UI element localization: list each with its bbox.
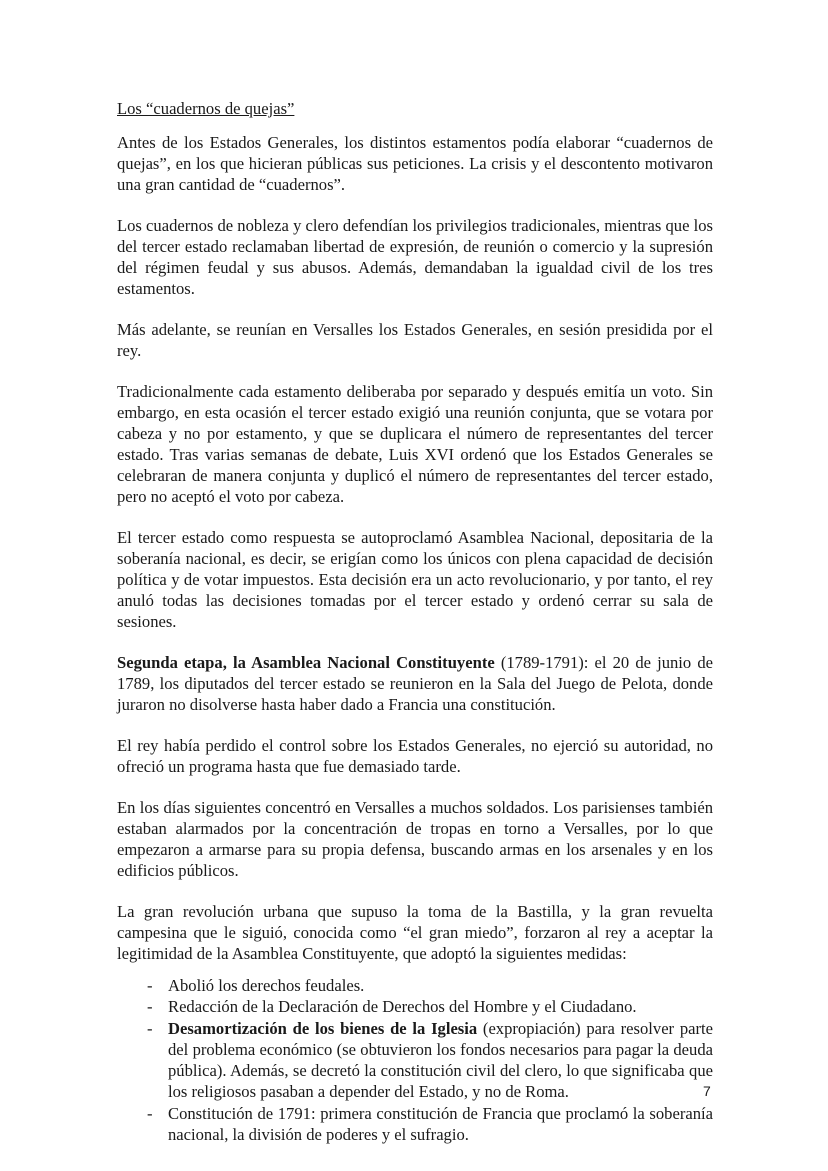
bullet: - — [147, 997, 153, 1017]
paragraph: Tradicionalmente cada estamento deliberaba por separado y después emitía un voto. Sin embargo, en esta ocasión el tercer estado exigió una reunión conjunta, que se votara por cabeza y no por estamento, y que se duplicara el número de representantes del tercer estado. Tras varias semanas de debate, Luis XVI ordenó que los Estados Generales se celebraran de manera conjunta y duplicó el número de representantes del tercer estado, pero no aceptó el voto por cabeza. — [117, 382, 713, 506]
measures-list — [117, 975, 713, 1145]
paragraph: Más adelante, se reunían en Versalles los Estados Generales, en sesión presidida por el rey. — [117, 320, 713, 360]
page-number: 7 — [703, 1083, 711, 1099]
list-item-text: (expropiación) para resolver parte del problema económico (se obtuvieron los fondos necesarios para pagar la deuda pública). Además, se decretó la constitución civil del clero, lo que significaba que los religiosos pasaban a depender del Estado, y no de Roma. — [168, 1018, 713, 1102]
paragraph: Antes de los Estados Generales, los distintos estamentos podía elaborar “cuadernos de quejas”, en los que hicieran públicas sus peticiones. La crisis y el descontento motivaron una gran cantidad de “cuadernos”. — [117, 133, 713, 194]
paragraph: En los días siguientes concentró en Versalles a muchos soldados. Los parisienses también estaban alarmados por la concentración de tropas en torno a Versalles, por lo que empezaron a armarse para su propia defensa, buscando armas en los arsenales y en los edificios públicos. — [117, 798, 713, 880]
list-item-text: Redacción de la Declaración de Derechos del Hombre y el Ciudadano. — [168, 997, 637, 1017]
list-item-text: Abolió los derechos feudales. — [168, 976, 365, 995]
list-item — [117, 1103, 713, 1146]
list-item — [117, 975, 713, 996]
section-text: (1789-1791): el 20 de junio de 1789, los diputados del tercer estado se reunieron en la Sala del Juego de Pelota, donde juraron no disolverse hasta haber dado a Francia una constitución. — [117, 653, 713, 714]
document-body — [117, 98, 713, 1145]
paragraph: El tercer estado como respuesta se autoproclamó Asamblea Nacional, depositaria de la soberanía nacional, es decir, se erigían como los únicos con plena capacidad de decisión política y de votar impuestos. Esta decisión era un acto revolucionario, y por tanto, el rey anuló todas las decisiones tomadas por el tercer estado y ordenó cerrar su sala de sesiones. — [117, 528, 713, 631]
paragraph: Los cuadernos de nobleza y clero defendían los privilegios tradicionales, mientras que los del tercer estado reclamaban libertad de expresión, de reunión o comercio y la supresión del régimen feudal y sus abusos. Además, demandaban la igualdad civil de los tres estamentos. — [117, 216, 713, 298]
section-title: Segunda etapa, la Asamblea Nacional Constituyente — [117, 653, 495, 672]
bullet: - — [147, 1103, 153, 1123]
list-item — [117, 1018, 713, 1103]
list-item-text: Constitución de 1791: primera constitución de Francia que proclamó la soberanía nacional, la división de poderes y el sufragio. — [168, 1103, 713, 1145]
list-item-bold: Desamortización de los bienes de la Iglesia — [168, 1018, 478, 1038]
bullet: - — [147, 1018, 153, 1038]
section-heading: Los “cuadernos de quejas” — [117, 99, 295, 118]
paragraph-section-2 — [117, 652, 713, 715]
paragraph: El rey había perdido el control sobre los Estados Generales, no ejerció su autoridad, no ofreció un programa hasta que fue demasiado tarde. — [117, 736, 713, 776]
paragraph: La gran revolución urbana que supuso la toma de la Bastilla, y la gran revuelta campesina que le siguió, conocida como “el gran miedo”, forzaron al rey a aceptar la legitimidad de la Asamblea Constituyente, que adoptó la siguientes medidas: — [117, 902, 713, 963]
list-item — [117, 996, 713, 1017]
bullet: - — [147, 976, 153, 995]
